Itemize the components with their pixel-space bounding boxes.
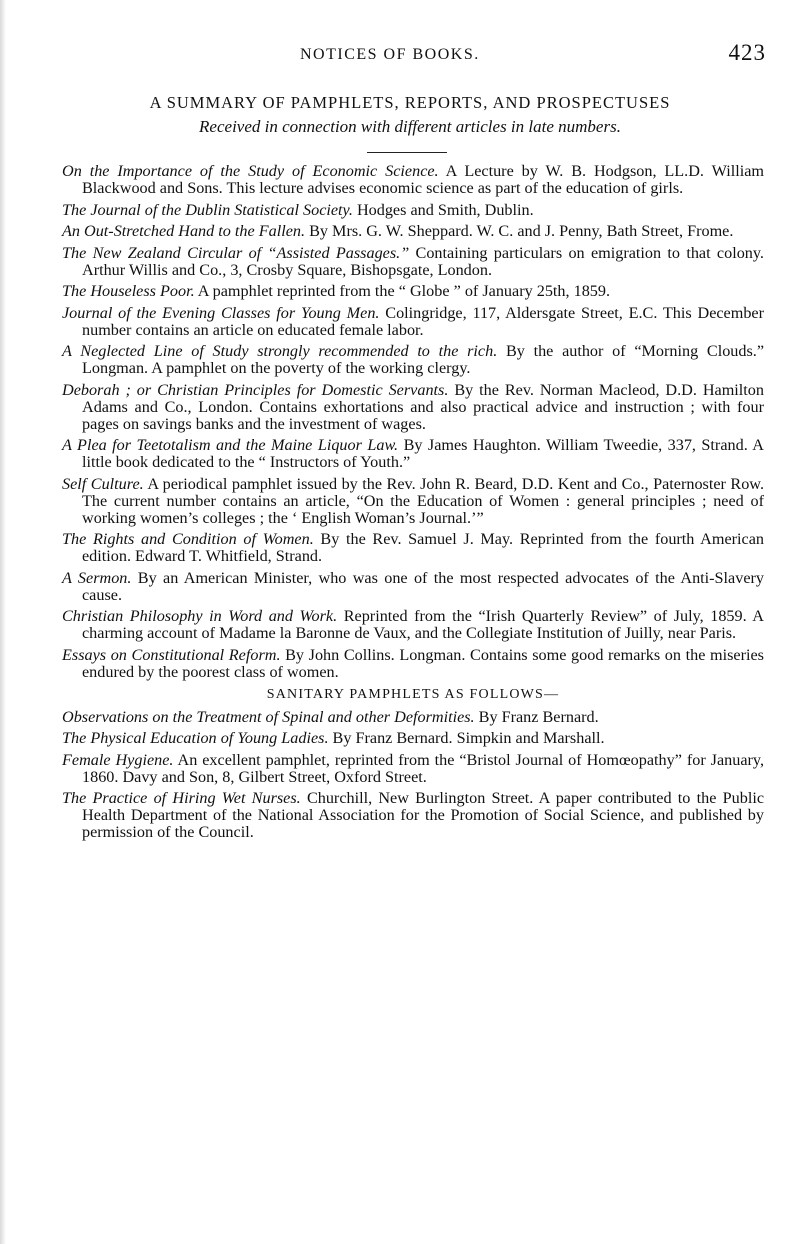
entry-text: Containing particulars on emigration to that colony. Arthur Willis and Co., 3, Crosby Square, Bishopsgate, London. [82,243,764,279]
entry-dublin-statistical [62,202,764,219]
entry-title: Female Hygiene. [62,750,174,769]
entry-text: A pamphlet reprinted from the “ Globe ” of January 25th, 1859. [194,282,611,300]
entry-text: Colingridge, 117, Aldersgate Street, E.C. This December number contains an article on educated female labor. [82,303,765,339]
entry-title: The New Zealand Circular of “Assisted Passages.” [62,243,410,262]
entry-text: By James Haughton. William Tweedie, 337, Strand. A little book dedicated to the “ Instructors of Youth.” [82,436,764,471]
entry-self-culture [62,476,764,527]
entry-text: A Lecture by W. B. Hodgson, LL.D. William Blackwood and Sons. This lecture advises economic science as part of the education of girls. [82,162,764,197]
entry-title: Deborah ; or Christian Principles for Domestic Servants. [62,380,449,399]
entry-text: By the author of “Morning Clouds.” Longman. A pamphlet on the poverty of the working clergy. [82,342,765,377]
entry-christian-philosophy [62,608,764,642]
entry-economic-science [62,163,764,197]
entry-text: Churchill, New Burlington Street. A paper contributed to the Public Health Department of the National Association for the Promotion of Social Science, and published by permission of the Council. [82,789,764,841]
entry-text: By Franz Bernard. Simpkin and Marshall. [328,729,605,747]
entry-text: By Franz Bernard. [474,707,599,726]
entry-text: By the Rev. Norman Macleod, D.D. Hamilton Adams and Co., London. Contains exhortations and also practical advice and instruction ; with four pages on savings banks and the investment of wages. [82,380,764,433]
entry-text: By the Rev. Samuel J. May. Reprinted from the fourth American edition. Edward T. Whitfield, Strand. [82,530,764,565]
entry-spinal-deformities [62,709,764,726]
entry-plea-teetotalism [62,437,764,471]
entry-text: By John Collins. Longman. Contains some good remarks on the miseries endured by the poorest class of women. [82,645,764,681]
entry-title: A Neglected Line of Study strongly recommended to the rich. [62,342,498,360]
entry-title: Essays on Constitutional Reform. [62,645,281,664]
entry-houseless-poor [62,283,764,300]
entry-physical-education [62,730,764,747]
entry-title: The Houseless Poor. [62,282,195,300]
summary-subtitle: Received in connection with different articles in late numbers. [199,117,621,136]
entry-out-stretched-hand [62,223,764,240]
entry-title: The Rights and Condition of Women. [62,530,314,548]
entry-title: A Sermon. [62,568,132,587]
entry-rights-women [62,531,764,565]
entry-sermon [62,570,764,604]
entry-deborah [62,382,764,433]
entry-title: The Practice of Hiring Wet Nurses. [62,789,301,807]
entry-title: An Out-Stretched Hand to the Fallen. [62,222,306,240]
page-number: 423 [728,40,766,65]
entry-title: The Journal of the Dublin Statistical Society. [62,200,353,219]
entry-title: On the Importance of the Study of Economic Science. [62,162,439,180]
entry-wet-nurses [62,790,764,841]
entry-new-zealand-circular [62,245,764,279]
sanitary-heading: SANITARY PAMPHLETS AS FOLLOWS— [266,686,560,702]
entry-evening-classes [62,305,764,339]
entry-title: Observations on the Treatment of Spinal and other Deformities. [62,707,475,726]
entry-text: Reprinted from the “Irish Quarterly Review” of July, 1859. A charming account of Madame la Baronne de Vaux, and the Collegiate Institution of Juilly, near Paris. [82,607,764,642]
entry-title: Self Culture. [62,474,144,493]
entry-text: A periodical pamphlet issued by the Rev. John R. Beard, D.D. Kent and Co., Paternoster Row. The current number contains an article, “On the Education of Women : general principles ; need of working women’s colleges ; the ‘ English Woman’s Journal.’” [82,474,764,527]
summary-title: A SUMMARY OF PAMPHLETS, REPORTS, AND PROSPECTUSES [149,93,671,112]
entry-neglected-line [62,343,764,377]
entry-title: Journal of the Evening Classes for Young Men. [62,303,380,322]
entry-constitutional-reform [62,647,764,681]
entries-list [62,163,764,846]
entry-female-hygiene [62,752,764,786]
entry-title: The Physical Education of Young Ladies. [62,729,329,747]
entry-text: An excellent pamphlet, reprinted from the “Bristol Journal of Homœopathy” for January, 1860. Davy and Son, 8, Gilbert Street, Oxford Street. [82,750,764,786]
divider-rule [367,152,447,153]
entry-title: Christian Philosophy in Word and Work. [62,607,338,625]
running-head [0,40,810,70]
entry-title: A Plea for Teetotalism and the Maine Liquor Law. [62,436,399,454]
running-title: NOTICES OF BOOKS. [300,46,480,63]
entry-text: Hodges and Smith, Dublin. [352,200,534,219]
page-edge-shadow [0,0,6,1244]
entry-text: By Mrs. G. W. Sheppard. W. C. and J. Penny, Bath Street, Frome. [305,222,734,240]
entry-text: By an American Minister, who was one of the most respected advocates of the Anti-Slavery cause. [82,568,764,604]
